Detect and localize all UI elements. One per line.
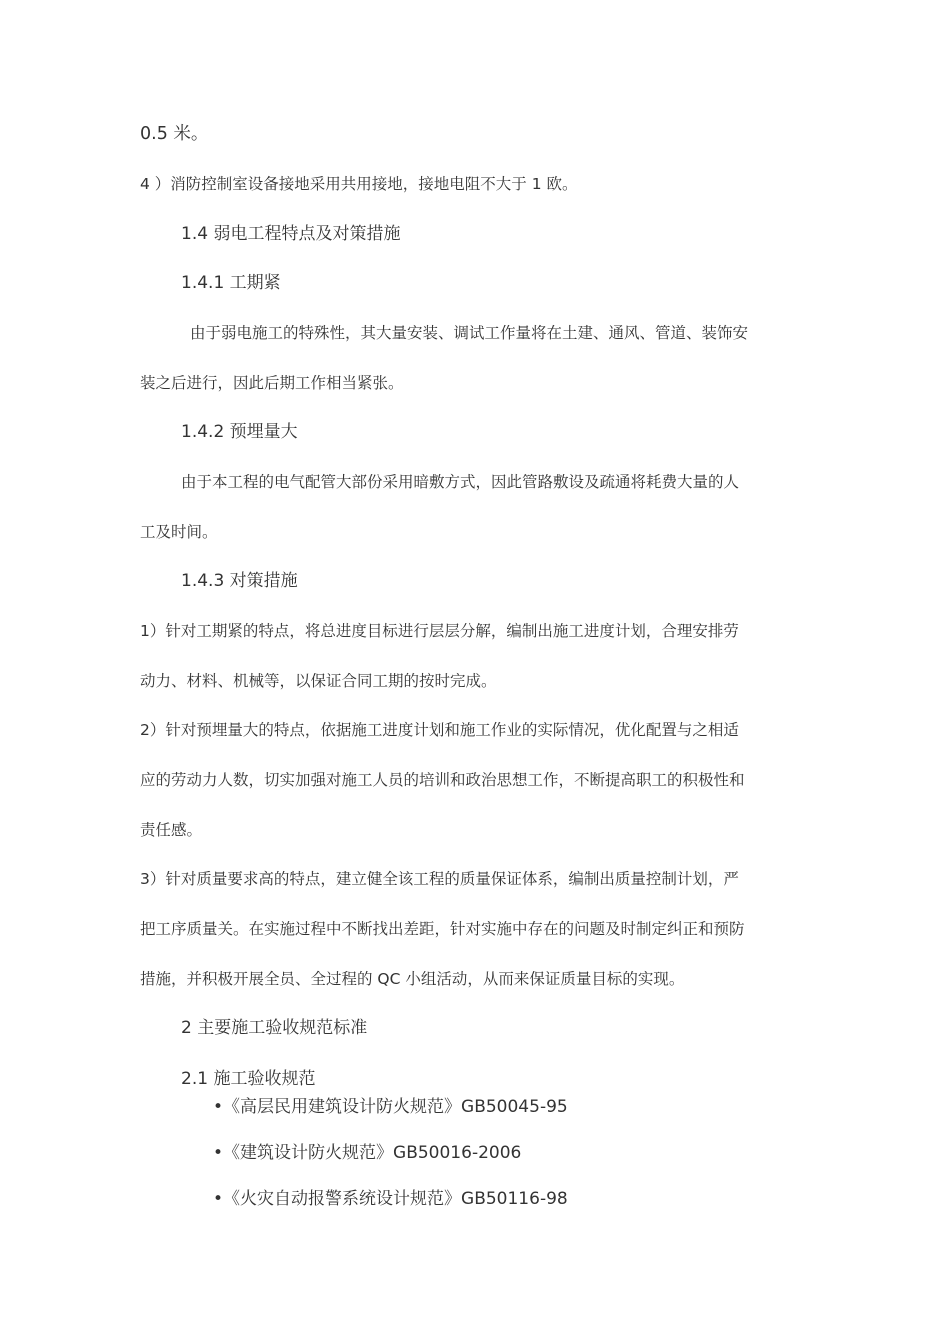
list-item: •《建筑设计防火规范》GB50016-2006 <box>213 1143 522 1163</box>
subsection-heading: 2.1 施工验收规范 <box>181 1069 316 1089</box>
list-item: •《火灾自动报警系统设计规范》GB50116-98 <box>213 1189 568 1209</box>
subsection-heading: 1.4.3 对策措施 <box>181 571 298 591</box>
paragraph-line: 装之后进行，因此后期工作相当紧张。 <box>140 374 404 392</box>
subsection-heading: 1.4.1 工期紧 <box>181 273 281 293</box>
paragraph-line: 把工序质量关。在实施过程中不断找出差距，针对实施中存在的问题及时制定纠正和预防 <box>140 920 745 938</box>
paragraph-line: 2）针对预埋量大的特点，依据施工进度计划和施工作业的实际情况，优化配置与之相适 <box>140 721 739 739</box>
paragraph-line: 动力、材料、机械等，以保证合同工期的按时完成。 <box>140 672 497 690</box>
section-heading: 1.4 弱电工程特点及对策措施 <box>181 224 401 244</box>
paragraph-line: 由于本工程的电气配管大部份采用暗敷方式，因此管路敷设及疏通将耗费大量的人 <box>181 473 740 491</box>
section-heading: 2 主要施工验收规范标准 <box>181 1018 368 1038</box>
paragraph-line: 工及时间。 <box>140 523 218 541</box>
list-item: •《高层民用建筑设计防火规范》GB50045-95 <box>213 1097 568 1117</box>
subsection-heading: 1.4.2 预埋量大 <box>181 422 298 442</box>
text-line: 0.5 米。 <box>140 124 209 144</box>
paragraph-line: 1）针对工期紧的特点，将总进度目标进行层层分解，编制出施工进度计划，合理安排劳 <box>140 622 739 640</box>
paragraph-line: 由于弱电施工的特殊性，其大量安装、调试工作量将在土建、通风、管道、装饰安 <box>190 324 749 342</box>
paragraph-line: 责任感。 <box>140 821 203 839</box>
paragraph-line: 应的劳动力人数，切实加强对施工人员的培训和政治思想工作，不断提高职工的积极性和 <box>140 771 745 789</box>
paragraph-line: 3）针对质量要求高的特点，建立健全该工程的质量保证体系，编制出质量控制计划，严 <box>140 870 739 888</box>
paragraph-line: 措施，并积极开展全员、全过程的 QC 小组活动，从而来保证质量目标的实现。 <box>140 970 685 988</box>
text-line: 4 ）消防控制室设备接地采用共用接地，接地电阻不大于 1 欧。 <box>140 175 578 193</box>
